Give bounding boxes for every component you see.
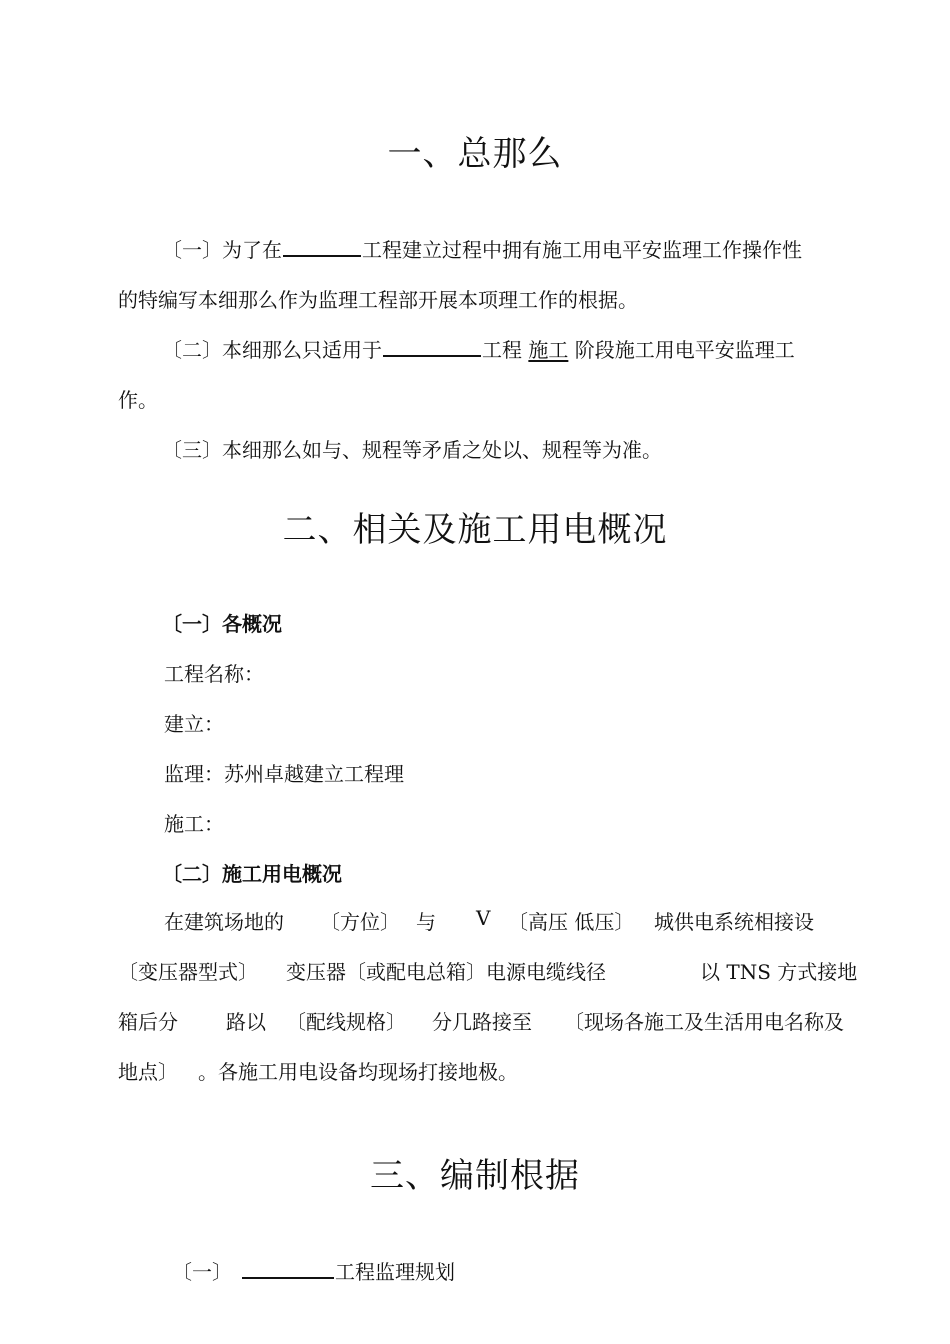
paragraph-2-line-2: 作。: [118, 388, 158, 412]
supervision-label: 监理：苏州卓越建立工程理: [164, 762, 404, 786]
text-span: 阶段施工用电平安监理工: [574, 338, 795, 362]
text-span: 工程监理规划: [335, 1260, 455, 1284]
text-span: 工程建立过程中拥有施工用电平安监理工作操作性: [362, 238, 802, 262]
underlined-stage: 施工: [528, 338, 569, 362]
text-span: 地点〕: [118, 1060, 178, 1084]
construction-label: 施工：: [164, 812, 224, 836]
section-title-basis: 三、编制根据: [370, 1156, 580, 1196]
text-span: V: [476, 906, 491, 930]
text-span: 分几路接至: [432, 1010, 532, 1034]
text-span: 〔一〕: [172, 1260, 232, 1284]
basis-item-1: [172, 1256, 455, 1285]
fill-in-blank: [283, 235, 361, 257]
section-title-general: 一、总那么: [387, 134, 563, 174]
subsection-title-power: 〔二〕施工用电概况: [162, 862, 342, 886]
text-span: 〔二〕本细那么只适用于: [162, 338, 382, 362]
text-span: 变压器〔或配电总箱〕电源电缆线径: [286, 960, 606, 984]
text-span: 以 TNS 方式接地: [700, 960, 858, 984]
section-title-overview: 二、相关及施工用电概况: [282, 510, 668, 550]
text-span: 〔配线规格〕: [286, 1010, 406, 1034]
text-span: 〔变压器型式〕: [118, 960, 258, 984]
paragraph-1-line-1: [162, 234, 802, 263]
fill-in-blank: [383, 335, 481, 357]
subsection-title-overview: 〔一〕各概况: [162, 612, 282, 636]
text-span: 工程: [482, 338, 522, 362]
text-span: 箱后分: [118, 1010, 178, 1034]
paragraph-2-line-1: [162, 334, 795, 363]
paragraph-3: 〔三〕本细那么如与、规程等矛盾之处以、规程等为准。: [162, 438, 662, 462]
text-span: 在建筑场地的: [164, 910, 284, 934]
text-span: 〔现场各施工及生活用电名称及: [564, 1010, 844, 1034]
fill-in-blank: [242, 1257, 334, 1279]
text-span: 路以: [226, 1010, 266, 1034]
build-label: 建立：: [164, 712, 224, 736]
text-span: 城供电系统相接设: [654, 910, 814, 934]
project-name-label: 工程名称：: [164, 662, 264, 686]
text-span: 〔高压 低压〕: [508, 910, 635, 934]
text-span: 〔一〕为了在: [162, 238, 282, 262]
text-span: 〔方位〕: [320, 910, 400, 934]
text-span: 。各施工用电设备均现场打接地极。: [198, 1060, 518, 1084]
text-span: 与: [416, 910, 436, 934]
paragraph-1-line-2: 的特编写本细那么作为监理工程部开展本项理工作的根据。: [118, 288, 638, 312]
